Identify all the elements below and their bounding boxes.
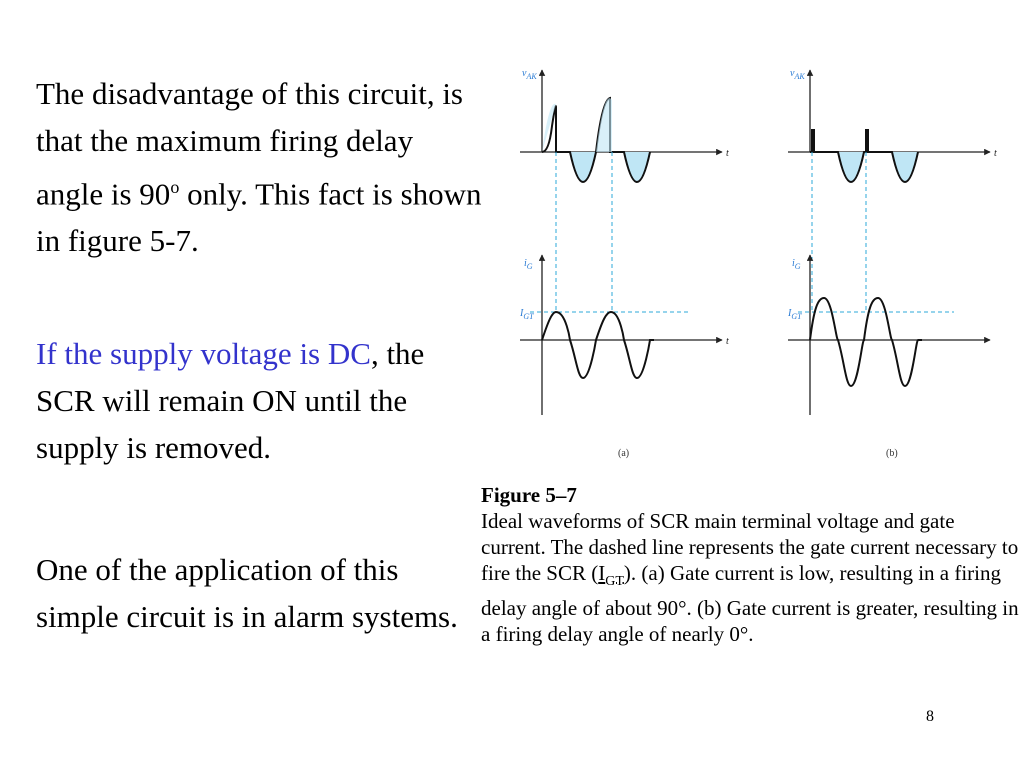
highlighted-phrase: If the supply voltage is DC [36, 336, 371, 371]
paragraph-dc-supply [36, 330, 486, 471]
panel-a [519, 68, 729, 459]
vak-label-b: $v_{AK}$ [790, 68, 805, 81]
waveform-figure [500, 60, 1000, 470]
ig-label-a: $i_G$ [524, 258, 533, 271]
igt-label-a: $I_{GT}$ [520, 308, 534, 321]
paragraph1-text: The disadvantage of this circuit, is that the maximum firing delay angle is 90 [36, 76, 463, 212]
degree-superscript: o [170, 177, 180, 197]
page-number: 8 [926, 708, 934, 725]
t-label-a-bottom: t [726, 336, 729, 347]
panel-a-label: (a) [618, 448, 630, 459]
paragraph2-text: , the SCR will remain ON until the supply is removed. [36, 336, 425, 465]
panel-b [787, 68, 997, 459]
paragraph1-text-end: only. This fact is shown in figure 5-7. [36, 176, 482, 259]
vak-label-a: $v_{AK}$ [522, 68, 537, 81]
caption-text-end: ). (a) Gate current is low, resulting in a firing delay angle of about 90°. (b) Gate current is greater, resulting in a firing delay angle of nearly 0°. [481, 561, 1019, 647]
figure-caption [481, 482, 1021, 647]
caption-title: Figure 5–7 [481, 483, 577, 507]
gate-waveform-b [810, 298, 922, 386]
panel-b-label: (b) [886, 448, 898, 459]
caption-text: Ideal waveforms of SCR main terminal voltage and gate current. The dashed line represents the gate current necessary to fire the SCR ( [481, 509, 1019, 585]
ig-label-b: $i_G$ [792, 258, 801, 271]
gate-waveform-a [542, 312, 654, 378]
t-label-a-top: t [726, 148, 729, 159]
caption-igt: $I_{GT}$ [598, 561, 624, 590]
paragraph-disadvantage [36, 70, 486, 264]
t-label-b-top: t [994, 148, 997, 159]
paragraph-application: One of the application of this simple circuit is in alarm systems. [36, 552, 458, 634]
caption-body [481, 508, 1021, 647]
igt-label-b: $I_{GT}$ [788, 308, 802, 321]
